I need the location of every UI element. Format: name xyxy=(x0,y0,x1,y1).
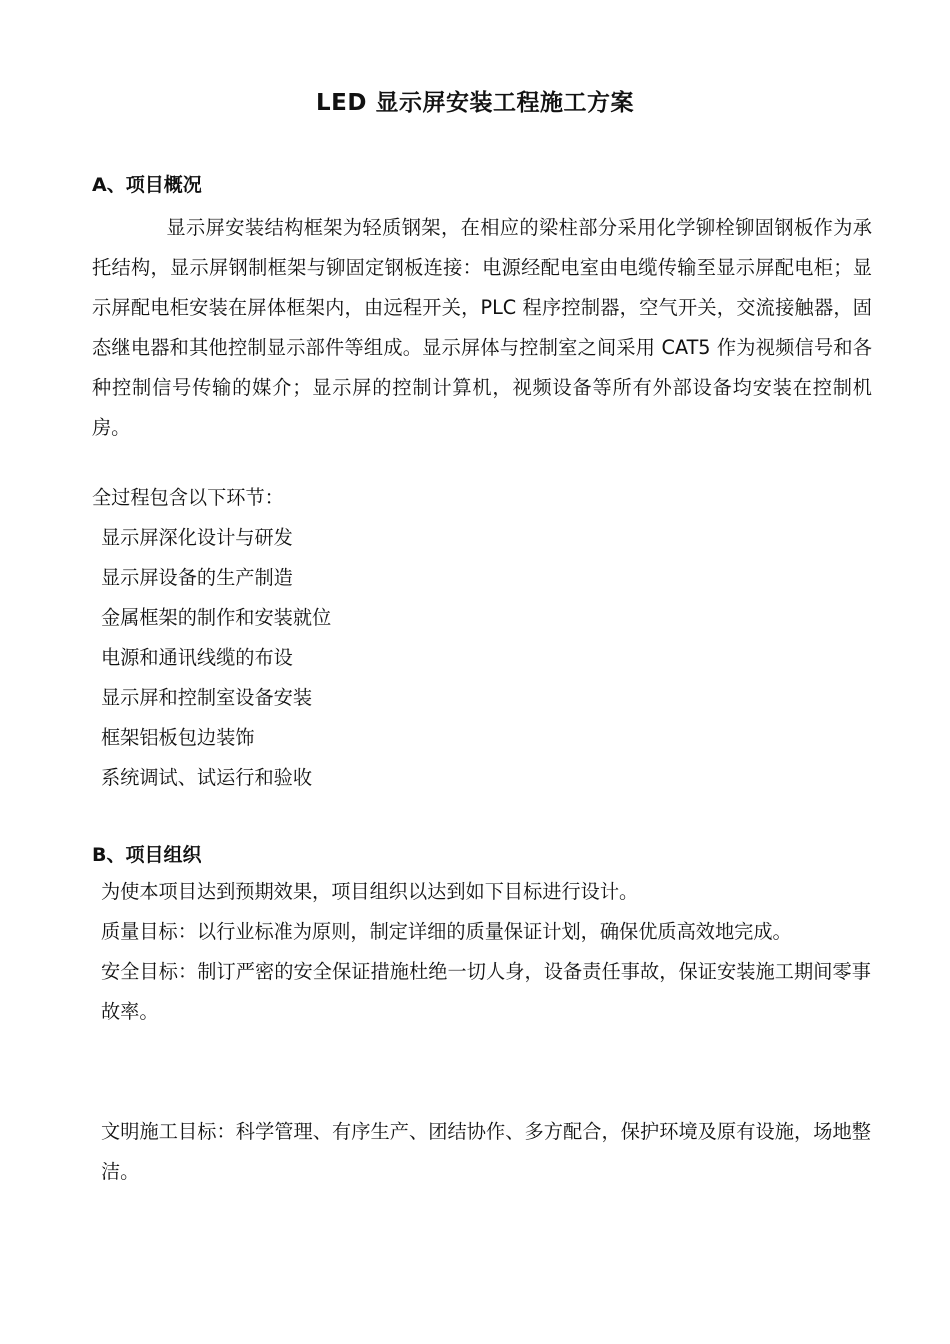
list-item: 框架铝板包边装饰 xyxy=(101,726,255,749)
section-b-heading: B、项目组织 xyxy=(92,844,202,866)
list-item: 系统调试、试运行和验收 xyxy=(101,766,313,789)
list-item: 金属框架的制作和安装就位 xyxy=(101,606,332,629)
quality-goal: 质量目标：以行业标准为原则，制定详细的质量保证计划，确保优质高效地完成。 xyxy=(101,920,792,943)
process-steps-list xyxy=(101,518,331,798)
section-a-paragraph-text: 显示屏安装结构框架为轻质钢架，在相应的梁柱部分采用化学铆栓铆固钢板作为承托结构，显示屏钢制框架与铆固定钢板连接：电源经配电室由电缆传输至显示屏配电柜；显示屏配电柜安装在屏体框架内，由远程开关，PLC 程序控制器，空气开关，交流接触器，固态继电器和其他控制显示部件等组成。显示屏体与控制室之间采用 CAT5 作为视频信号和各种控制信号传输的媒介；显示屏的控制计算机，视频设备等所有外部设备均安装在控制机房。 xyxy=(92,216,872,439)
section-a-heading: A、项目概况 xyxy=(92,174,202,196)
document-title: LED 显示屏安装工程施工方案 xyxy=(316,90,634,116)
list-item: 显示屏和控制室设备安装 xyxy=(101,686,313,709)
list-item: 显示屏深化设计与研发 xyxy=(101,526,293,549)
list-item: 显示屏设备的生产制造 xyxy=(101,566,293,589)
section-a-paragraph xyxy=(92,208,872,448)
safety-goal: 安全目标：制订严密的安全保证措施杜绝一切人身，设备责任事故，保证安装施工期间零事故率。 xyxy=(101,960,871,1023)
list-item: 电源和通讯线缆的布设 xyxy=(101,646,293,669)
civilized-construction-goal: 文明施工目标：科学管理、有序生产、团结协作、多方配合，保护环境及原有设施，场地整洁。 xyxy=(101,1120,871,1183)
section-b-intro: 为使本项目达到预期效果，项目组织以达到如下目标进行设计。 xyxy=(101,880,639,903)
process-intro: 全过程包含以下环节： xyxy=(92,486,284,509)
